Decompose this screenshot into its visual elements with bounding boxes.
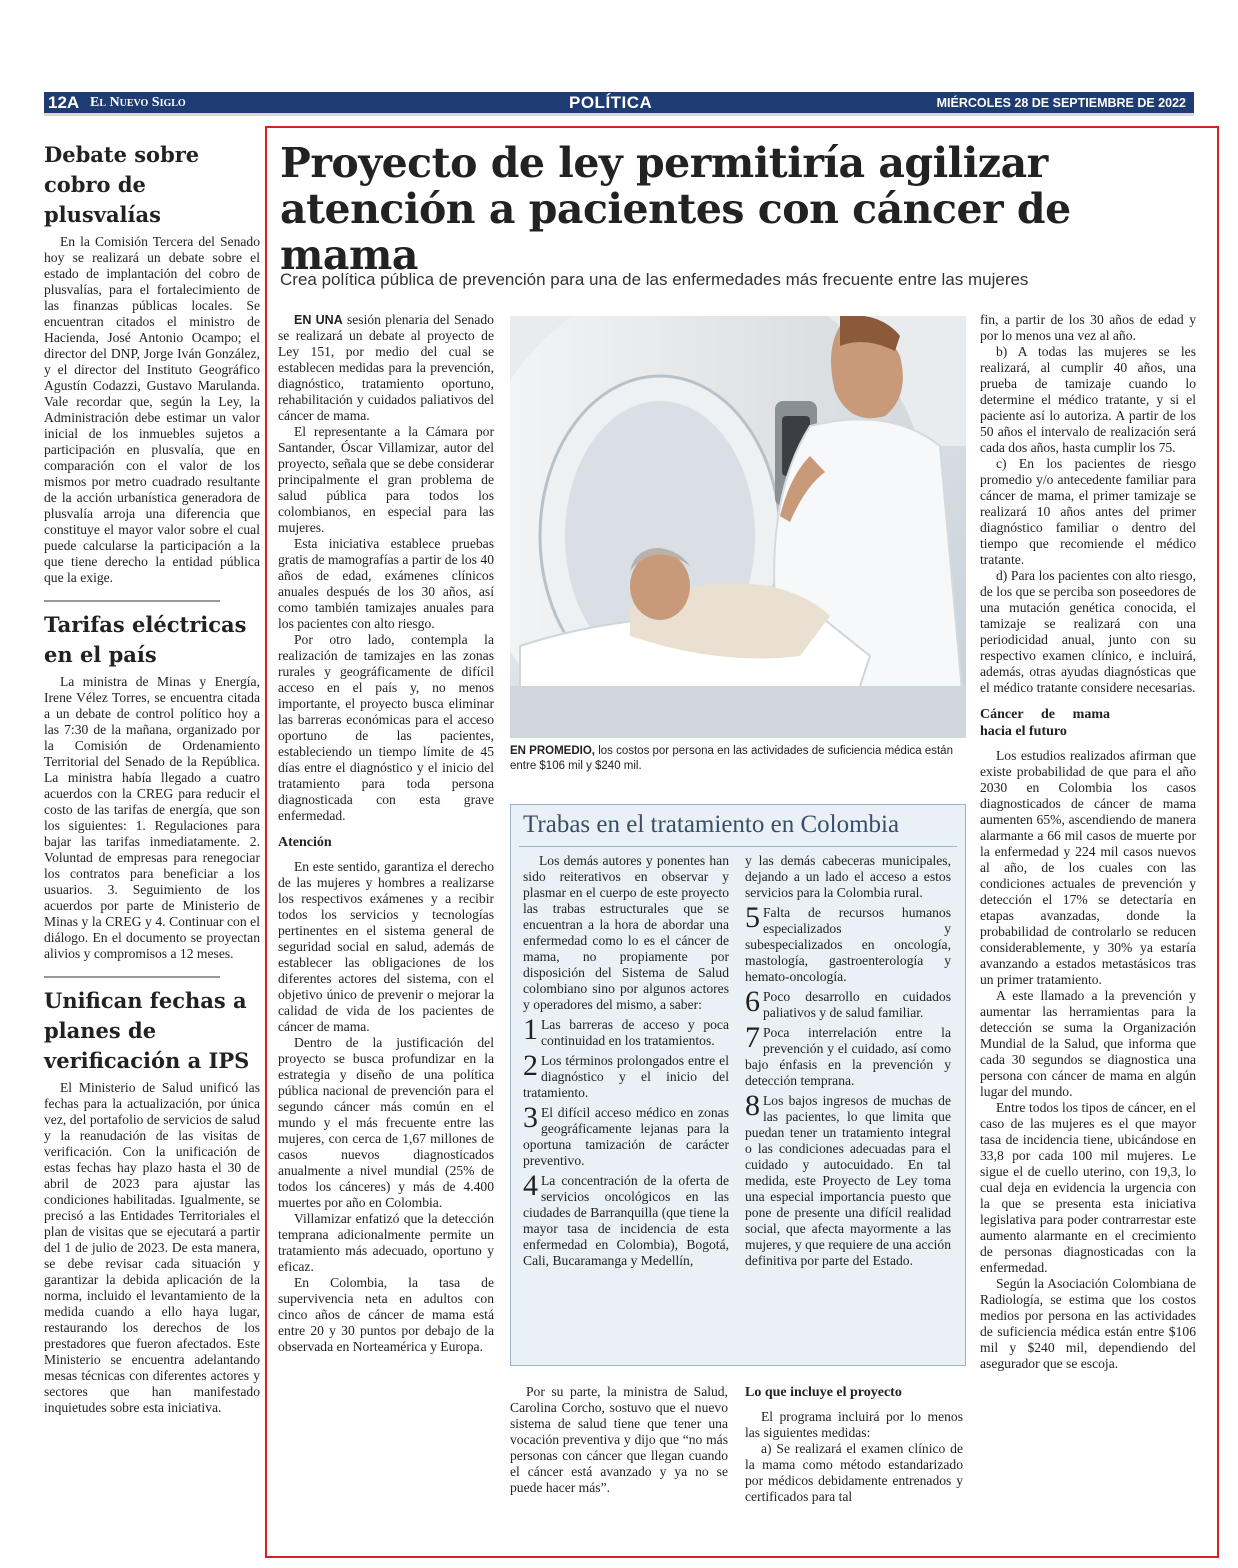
col1-paragraph: El representante a la Cámara por Santander, Óscar Villamizar, autor del proyecto, señala que se debe considerar principalmente el gran problema de salud pública para todos los colombianos, en especial para las mujeres. [278, 424, 494, 535]
section-name: POLÍTICA [569, 93, 653, 112]
box-intro: Los demás autores y ponentes han sido reiterativos en observar y plasmar en el cuerpo de este proyecto las trabas estructurales que se encuentran a la hora de abordar una enfermedad como lo es el cáncer de mama, no propiamente por disposición del Sistema de Salud colombiano sino por algunos actores y operadores del mismo, a saber: [523, 853, 729, 1012]
box-title: Trabas en el tratamiento en Colombia [523, 811, 900, 838]
subhead-atencion: Atención [278, 835, 332, 850]
col3-paragraph: a) Se realizará el examen clínico de la mama como método estandarizado por médicos debidamente entrenados y certificados para tal [745, 1441, 963, 1504]
col1-paragraph: Villamizar enfatizó que la detección temprana adicionalmente permite un tratamiento más adecuado, oportuno y eficaz. [278, 1211, 494, 1274]
col1-paragraph: En Colombia, la tasa de supervivencia neta en adultos con cinco años de cáncer de mama está entre 20 y 30 puntos por debajo de la observada en Norteamérica y Europa. [278, 1275, 494, 1354]
article-col2-bottom [510, 1384, 728, 1496]
col4-paragraph: fin, a partir de los 30 años de edad y por lo menos una vez al año. [980, 312, 1196, 343]
page-header [44, 92, 1194, 116]
box-item: 8 Los bajos ingresos de muchas de las pacientes, lo que limita que puedan tener un tratamiento integral o las condiciones adecuadas para el cuidado y autocuidado. En tal medida, este Proyecto de Ley toma una especial importancia puesto que pone de presente una difícil realidad social, que afecta mayormente a las mujeres, y que requiere de una acción definitiva por parte del Estado. [745, 1089, 951, 1268]
lead-caps: EN UNA [294, 313, 343, 327]
col4-paragraph: c) En los pacientes de riesgo promedio y/o antecedente familiar para cáncer de mama, el primer tamizaje se realizará 10 años antes del primer diagnóstico familiar o dentro del tiempo que recomiende el médico tratante. [980, 456, 1196, 567]
col1-paragraph: Dentro de la justificación del proyecto se busca profundizar en la estrategia y diseño de una política pública nacional de prevención para el segundo cáncer más común en el mundo y el más frecuente entre las mujeres, con cerca de 1,67 millones de casos nuevos diagnosticados anualmente a nivel mundial (25% de todos los cánceres) y más de 4.400 muertes por año en Colombia. [278, 1035, 494, 1210]
ct-scan-photo-icon [510, 316, 966, 738]
article-col4 [980, 312, 1196, 1372]
col1-paragraph: Esta iniciativa establece pruebas gratis de mamografías a partir de los 40 años de edad, exámenes clínicos anuales después de los 30 años, así como también tamizajes anuales para los pacientes con alto riesgo. [278, 536, 494, 631]
sidebar-body-ips: El Ministerio de Salud unificó las fechas para la actualización, por única vez, del portafolio de servicios de salud y la reanudación de las visitas de verificación. Con la unificación de estas fechas hay plazo hasta el 30 de abril de 2023 para ajustar las condiciones habilitadas. Igualmente, se precisó a las Entidades Territoriales el plan de visitas que se ejecutará a partir del 1 de julio de 2023. De esta manera, se debe revisar cada situación y garantizar la debida aplicación de la norma, incluido el levantamiento de la medida cuando a ello haya lugar, restaurando los derechos de los prestadores que fueron afectados. Este Ministerio se encuentra adelantando mesas técnicas con diferentes actores y sectores que han manifestado inquietudes sobre esta iniciativa. [44, 1080, 260, 1415]
subhead-lo-que-incluye: Lo que incluye el proyecto [745, 1385, 902, 1400]
article-headline: Proyecto de ley permitiría agilizar atención a pacientes con cáncer de mama [280, 139, 1071, 279]
sidebar [44, 140, 260, 1416]
sidebar-title-tarifas: Tarifas eléctricas en el país [44, 612, 247, 667]
box-item: 6 Poco desarrollo en cuidados paliativos y de salud familiar. [745, 985, 951, 1020]
sidebar-divider [44, 600, 220, 602]
article-photo [510, 316, 966, 738]
col4-paragraph: d) Para los pacientes con alto riesgo, de los que se perciba son poseedores de una mutación genética conocida, el tamizaje se realizará con una periodicidad anual, junto con su respectivo examen clínico, e incluirá, además, otras ayudas diagnósticas que el médico tratante considere necesarias. [980, 568, 1196, 695]
col4-paragraph: Según la Asociación Colombiana de Radiología, se estima que los costos medios por persona en las actividades de suficiencia médica están entre $106 mil y $240 mil, dependiendo del asegurador que se escoja. [980, 1276, 1196, 1371]
col4-paragraph: A este llamado a la prevención y aumentar las herramientas para la detección se suma la Organización Mundial de la Salud, que informa que cada 30 segundos se diagnostica una persona con cáncer de mama en algún lugar del mundo. [980, 988, 1196, 1099]
newspaper-name: El Nuevo Siglo [90, 95, 186, 110]
sidebar-title-ips: Unifican fechas a planes de verificación a IPS [44, 988, 250, 1073]
sidebar-divider [44, 976, 220, 978]
col1-paragraph: sesión plenaria del Senado se realizará un debate al proyecto de Ley 151, por medio del cual se establecen medidas para la prevención, diagnóstico, tratamiento oportuno, rehabilitación y cuidados paliativos del cáncer de mama. [278, 312, 494, 423]
sidebar-body-plusvalias: En la Comisión Tercera del Senado hoy se realizará un debate sobre el estado de implantación del cobro de plusvalías, para el fortalecimiento de las finanzas públicas locales. Se encuentran citados el ministro de Hacienda, José Antonio Ocampo; el director del DNP, Jorge Iván González, y el director del Instituto Geográfico Agustín Codazzi, Gustavo Marulanda. Vale recordar que, según la Ley, la Administración debe estimar un valor inicial de los inmuebles sujetos a participación en plusvalía, que en comparación con el valor de los mismos por metro cuadrado resultante de la acción urbanística generadora de plusvalía arroja una diferencia que constituye el mayor valor sobre el cual puede calcularse la participación a la que tiene derecho la entidad pública que la exige. [44, 234, 260, 585]
col4-paragraph: b) A todas las mujeres se les realizará, al cumplir 40 años, una prueba de tamizaje cuando lo determine el médico tratante, y si el paciente así lo autoriza. A partir de los 50 años el intervalo de realización será cada dos años, hasta cumplir los 75. [980, 344, 1196, 455]
sidebar-body-tarifas: La ministra de Minas y Energía, Irene Vélez Torres, se encuentra citada a un debate de control político hoy a las 7:30 de la mañana, organizado por la Comisión de Ordenamiento Territorial del Senado de la República. La ministra había llegado a cuatro acuerdos con la CREG para reducir el costo de las tarifas de energía, que son los siguientes: 1. Regulaciones para bajar las tarifas inmediatamente. 2. Voluntad de empresas para renegociar los contratos para beneficiar a los usuarios. 3. Seguimiento de los acuerdos por parte de Ministerio de Minas y la CREG y 4. Continuar con el diálogo. En el documento se proyectan alivios y compromisos a 12 meses. [44, 674, 260, 961]
col4-paragraph: Entre todos los tipos de cáncer, en el caso de las mujeres es el que mayor tasa de incidencia tiene, ubicándose en 33,8 por cada 100 mil mujeres. Le sigue el de cuello uterino, con 19,3, lo cual deja en evidencia la urgencia con la que se presenta esta iniciativa legislativa para poder contrarrestar este aumento alarmante en el crecimiento de personas diagnosticadas con la enfermedad. [980, 1100, 1196, 1275]
photo-caption [510, 744, 966, 774]
box-item: 7 Poca interrelación entre la prevención y el cuidado, así como bajo énfasis en la prevención y detección temprana. [745, 1021, 951, 1088]
sidebar-title-plusvalias: Debate sobre cobro de plusvalías [44, 142, 200, 227]
info-box [510, 804, 966, 1366]
box-col-right [745, 853, 951, 1269]
issue-date: MIÉRCOLES 28 DE SEPTIEMBRE DE 2022 [936, 96, 1186, 110]
box-title-rule [519, 846, 957, 847]
box-continuation: y las demás cabeceras municipales, dejando a un lado el acceso a estos servicios para la Colombia rural. [745, 853, 951, 900]
article-col1 [278, 312, 494, 1355]
box-item: 4 La concentración de la oferta de servicios oncológicos en las ciudades de Barranquilla (que tiene la mayor tasa de incidencia de esta enfermedad en Colombia), Bogotá, Cali, Bucaramanga y Medellín, [523, 1169, 729, 1268]
page-number: 12A [48, 93, 80, 112]
box-item: 5 Falta de recursos humanos especializados y subespecializados en oncología, mastología, gastroenterología y hemato-oncología. [745, 901, 951, 984]
box-item: 3 El difícil acceso médico en zonas geográficamente lejanas para la oportuna tamización de carácter preventivo. [523, 1101, 729, 1168]
box-item: 1 Las barreras de acceso y poca continuidad en los tratamientos. [523, 1013, 729, 1048]
article-col3-bottom [745, 1384, 963, 1505]
col3-paragraph: El programa incluirá por lo menos las siguientes medidas: [745, 1409, 963, 1440]
col1-paragraph: En este sentido, garantiza el derecho de las mujeres y hombres a realizarse los respectivos exámenes y a recibir todos los servicios y tecnologías pertinentes en el sistema general de seguridad social en salud, además de establecer las obligaciones de los diferentes actores del sistema, con el objetivo único de prevenir o mejorar la calidad de vida de los pacientes de cáncer de mama. [278, 859, 494, 1034]
caption-text: los costos por persona en las actividades de suficiencia médica están entre $106 mil y $240 mil. [510, 745, 953, 772]
col4-paragraph: Los estudios realizados afirman que existe probabilidad de que para el año 2030 en Colombia los casos diagnosticados de cáncer de mama aumenten 65%, ascendiendo de manera alarmante a 66 mil casos de muerte por la enfermedad y 224 mil casos nuevos al año, de los cuales con las condiciones actuales de prevención y detección el 17% se detectaría en etapas avanzadas, donde la probabilidad de controlarlo se reducen considerablemente, y 30% ya estaría avanzando a estados metastásicos tras un primer tratamiento. [980, 748, 1196, 987]
caption-lead: EN PROMEDIO, [510, 745, 595, 757]
box-item: 2 Los términos prolongados entre el diagnóstico y el inicio del tratamiento. [523, 1049, 729, 1100]
col2-paragraph: Por su parte, la ministra de Salud, Carolina Corcho, sostuvo que el nuevo sistema de salud tiene que tener una vocación preventiva y dijo que “no más personas con cáncer que llegan cuando el cáncer está avanzado y ya no se puede hacer más”. [510, 1384, 728, 1495]
article-deck: Crea política pública de prevención para una de las enfermedades más frecuente entre las mujeres [280, 270, 1029, 289]
box-col-left [523, 853, 729, 1269]
col1-paragraph: Por otro lado, contempla la realización de tamizajes en las zonas rurales y geográficamente de difícil acceso en el país y, no menos importante, el proyecto busca eliminar las barreras económicas para el acceso oportuno de las pacientes, estableciendo un tiempo límite de 45 días entre el diagnóstico y el inicio del tratamiento para toda persona diagnosticada con esta grave enfermedad. [278, 632, 494, 823]
subhead-cancer-futuro: Cáncer de mama hacia el futuro [980, 707, 1110, 739]
